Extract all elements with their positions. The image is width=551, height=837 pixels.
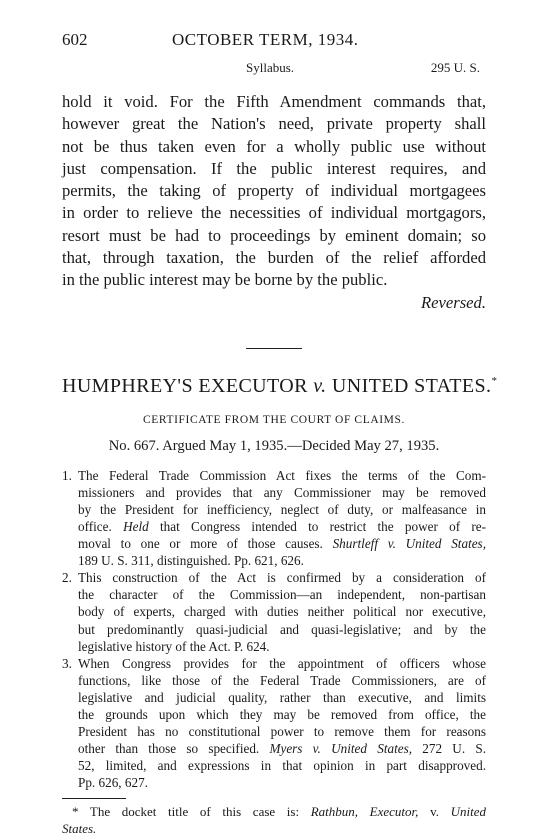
docket-line: No. 667. Argued May 1, 1935.—Decided May 27, 1935. [108,437,440,454]
footnote-line [62,820,486,837]
headnote-line: 52, limited, and expressions in that opinion in part disapproved. [78,758,486,774]
held-label: Held [123,518,149,534]
section-divider [246,348,302,349]
headnote-line: When Congress provides for the appointment of officers whose [78,655,486,671]
headnote-line: missioners and provides that any Commissioner may be removed [78,484,486,500]
headnote-line: legislative and judicial quality, rather than executive, and limits [78,689,486,705]
headnote-line: by the President for inefficiency, neglect of duty, or malfeasance in [78,501,486,517]
headnote-line: but predominantly quasi-judicial and quasi-legislative; and by the [78,621,486,637]
headnote-2 [62,569,486,654]
headnote-number: 1. [62,467,72,483]
footnote [62,803,486,837]
headnote-line: functions, like those of the Federal Trade Commissioners, are of [78,672,486,688]
headnote-line: Pp. 626, 627. [78,775,148,791]
headnote-text: other than those so specified. [78,741,260,757]
disposition: Reversed. [421,292,486,312]
opinion-conclusion [62,91,486,292]
footnote-reference: * [491,374,498,387]
footnote-united: United [450,804,486,820]
case-title-petitioner: HUMPHREY'S EXECUTOR [62,374,308,397]
opinion-line: that, through taxation, the burden of the relief afforded [62,248,486,268]
headnote-line: legislative history of the Act. P. 624. [78,638,270,654]
headnote-line: 189 U. S. 311, distinguished. Pp. 621, 626. [78,553,304,569]
volume-reference: 295 U. S. [430,60,480,75]
headnote-number: 2. [62,570,72,586]
headnote-line: the grounds upon which they may be removed from office, the [78,706,486,722]
opinion-line: in the public interest may be borne by the public. [62,270,388,290]
headnote-text: moval to one or more of those causes. [78,536,323,552]
subhead [62,60,486,82]
opinion-line: not be thus taken even for a wholly public use without [62,136,486,156]
headnote-line: the character of the Commission—an independent, non-partisan [78,587,486,603]
headnote-line [78,535,486,552]
headnote-1 [62,467,486,570]
section-label: Syllabus. [246,60,295,75]
page-number: 602 [62,30,88,49]
footnote-party: Rathbun, Executor, [310,804,419,820]
footnote-versus: v. [418,804,451,820]
footnote-mark: * [72,804,90,820]
headnote-line: body of experts, charged with duties neither political nor executive, [78,604,486,620]
footnote-states: States. [62,821,97,837]
headnote-line [78,740,486,757]
opinion-line: just compensation. If the public interest requires, and [62,158,486,178]
running-head [62,30,486,52]
opinion-line: however great the Nation's need, private property shall [62,114,486,134]
headnotes [62,467,486,792]
footnote-line [62,803,486,820]
headnote-line [78,518,486,535]
case-citation: Myers v. United States, [269,741,413,757]
headnote-line: President has no constitutional power to remove them for reasons [78,724,486,740]
opinion-line: hold it void. For the Fifth Amendment commands that, [62,92,486,111]
case-citation: Shurtleff v. United States, [332,536,486,552]
headnote-number: 3. [62,655,72,671]
headnote-3 [62,655,486,792]
headnote-text: that Congress intended to restrict the power of re- [148,518,486,534]
headnote-line: This construction of the Act is confirmed by a consideration of [78,570,486,586]
opinion-line: in order to relieve the necessities of individual mortgagors, [62,203,486,223]
case-title-respondent: UNITED STATES. [331,374,492,397]
footnote-divider [62,798,126,799]
opinion-line: resort must be had to proceedings by eminent domain; so [62,225,486,245]
headnote-text: office. [78,518,112,534]
page [62,30,498,837]
opinion-line: permits, the taking of property of individual mortgagees [62,181,486,201]
case-title-versus: v. [313,374,327,397]
case-title [62,374,498,398]
footnote-text: The docket title of this case is: [89,804,311,820]
term-heading: OCTOBER TERM, 1934. [172,30,359,49]
headnote-text: 272 U. S. [412,741,486,757]
certificate-line: CERTIFICATE FROM THE COURT OF CLAIMS. [143,413,405,426]
headnote-line: The Federal Trade Commission Act fixes the terms of the Com- [78,467,486,483]
